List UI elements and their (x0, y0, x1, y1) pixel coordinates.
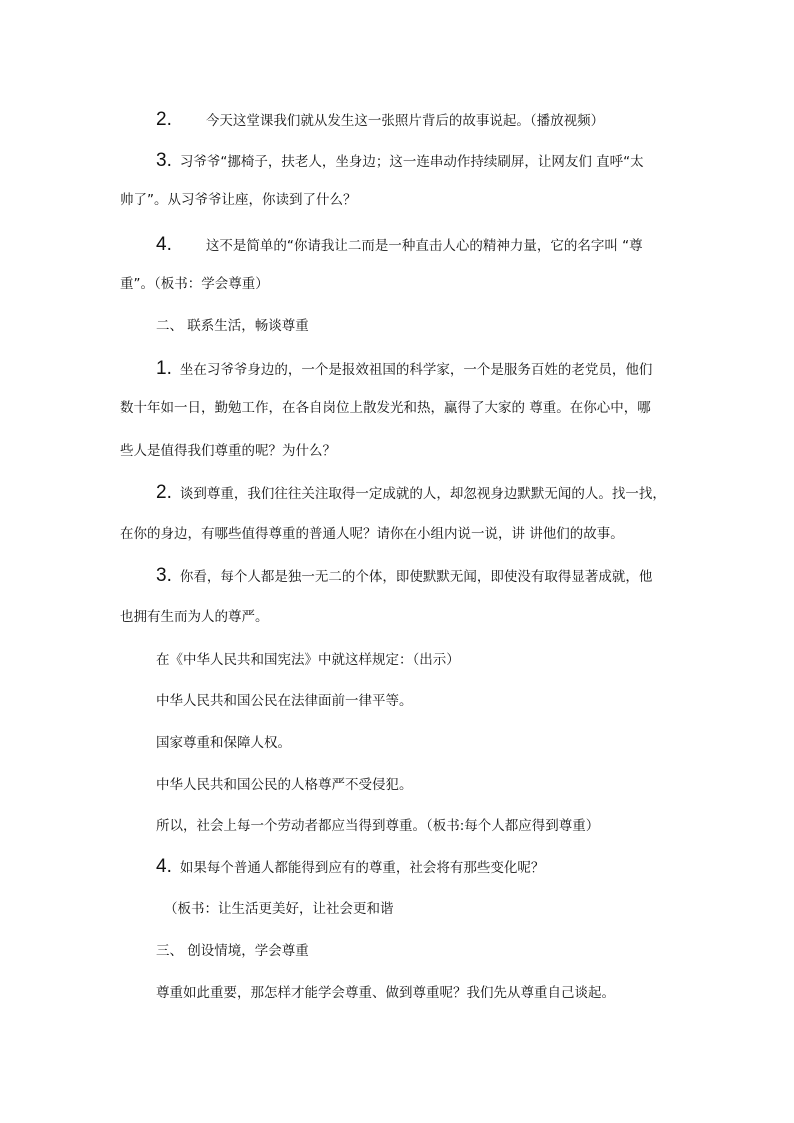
section3-paragraph: 尊重如此重要，那怎样才能学会尊重、做到尊重呢？我们先从尊重自己谈起。 (156, 985, 615, 1001)
section2-item-2-line-2: 在你的身边，有哪些值得尊重的普通人呢？请你在小组内说一说，讲 讲他们的故事。 (120, 526, 624, 542)
item-number: 3. (156, 565, 172, 586)
section2-item-4 (156, 857, 544, 878)
paragraph-text: 如果每个普通人都能得到应有的尊重，社会将有那些变化呢？ (179, 860, 545, 876)
paragraph-3-line-1 (156, 151, 644, 172)
item-number: 4. (156, 856, 172, 877)
board-note: （板书：让生活更美好，让社会更和谐 (164, 901, 394, 917)
item-number: 2. (156, 109, 172, 130)
paragraph-text: 你看，每个人都是独一无二的个体，即使默默无闻，即使没有取得显著成就，他 (179, 569, 653, 585)
paragraph-text: 这不是简单的“你请我让二而是一种直击人心的精神力量，它的名字叫 “尊 (205, 238, 643, 254)
paragraph-3-line-2: 帅了”。从习爷爷让座，你读到了什么？ (120, 192, 357, 208)
paragraph-4-line-1 (156, 235, 643, 256)
paragraph-text: 今天这堂课我们就从发生这一张照片背后的故事说起。（播放视频） (205, 113, 605, 129)
paragraph-2 (156, 110, 604, 131)
section2-item-3-line-2: 也拥有生而为人的尊严。 (120, 609, 269, 625)
section2-item-2-line-1 (156, 483, 666, 504)
paragraph-4-line-2: 重”。（板书：学会尊重） (120, 276, 269, 292)
law-article-3: 中华人民共和国公民的人格尊严不受侵犯。 (156, 777, 413, 793)
law-intro: 在《中华人民共和国宪法》中就这样规定：（出示） (156, 652, 460, 668)
paragraph-text: 谈到尊重，我们往往关注取得一定成就的人，却忽视身边默默无闻的人。找一找， (179, 486, 666, 502)
item-number: 4. (156, 234, 172, 255)
paragraph-text: 坐在习爷爷身边的，一个是报效祖国的科学家，一个是服务百姓的老党员，他们 (179, 362, 653, 378)
section2-item-3-line-1 (156, 566, 652, 587)
section-heading-2: 二、 联系生活，畅谈尊重 (156, 318, 309, 334)
item-number: 2. (156, 482, 172, 503)
section2-item-1-line-3: 些人是值得我们尊重的呢？为什么？ (120, 443, 336, 459)
section2-item-1-line-2: 数十年如一日，勤勉工作，在各自岗位上散发光和热，赢得了大家的 尊重。在你心中，哪 (120, 400, 651, 416)
law-article-1: 中华人民共和国公民在法律面前一律平等。 (156, 693, 413, 709)
item-number: 3. (156, 150, 172, 171)
paragraph-text: 习爷爷“挪椅子，扶老人，坐身边；这一连串动作持续刷屏，让网友们 直呼“太 (179, 154, 644, 170)
item-number: 1. (156, 358, 172, 379)
section2-item-1-line-1 (156, 359, 652, 380)
conclusion-text: 所以，社会上每一个劳动者都应当得到尊重。（板书:每个人都应得到尊重） (156, 818, 600, 834)
law-article-2: 国家尊重和保障人权。 (156, 735, 291, 751)
section-heading-3: 三、 创设情境，学会尊重 (156, 943, 309, 959)
